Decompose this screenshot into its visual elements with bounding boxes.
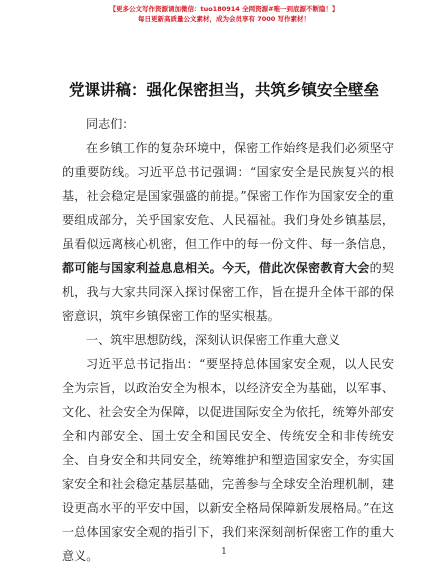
promo-banner-line2: 每日更新高质量公文素材，成为会员享有 7000 写作素材！ [137,15,311,23]
document-body [62,112,394,568]
paragraph-intro-text: 在乡镇工作的复杂环境中，保密工作始终是我们必须坚守的重要防线。习近平总书记强调：“国家安全是民族复兴的根基，社会稳定是国家强盛的前提。”保密工作作为国家安全的重要组成部分，关乎国家安危、人民福祉。我们身处乡镇基层，虽看似远离核心机密，但工作中的每一份文件、每一条信息， [62,141,394,251]
promo-banner-line1: 【更多公文写作资源请加微信：tuo180914 全网资源#唯一到底源不断隐！】 [109,5,339,13]
paragraph-intro-bold: 都可能与国家利益息息相关。今天，借此次保密教育大会 [62,261,370,275]
page-number: 1 [221,547,227,557]
salutation: 同志们： [86,117,135,131]
paragraph-section-1: 习近平总书记指出：“要坚持总体国家安全观，以人民安全为宗旨，以政治安全为根本，以经济安全为基础，以军事、文化、社会安全为保障，以促进国际安全为依托，统筹外部安全和内部安全、国土安全和国民安全、传统安全和非传统安全、自身安全和共同安全，统筹维护和塑造国家安全，夯实国家安全和社会稳定基层基础，完善参与全球安全治理机制，建设更高水平的平安中国，以新安全格局保障新发展格局。”在这一总体国家安全观的指引下，我们来深刻剖析保密工作的重大意义。 [62,357,394,563]
document-title: 党课讲稿：强化保密担当，共筑乡镇安全壁垒 [68,81,379,99]
paragraph-intro [62,136,394,328]
paragraph-intro-end: 的契机，我与大家共同深入探讨保密工作，旨在提升全体干部的保密意识，筑牢乡镇保密工作的坚实根基。 [62,261,394,323]
section-heading-1: 一、筑牢思想防线，深刻认识保密工作重大意义 [86,333,340,347]
